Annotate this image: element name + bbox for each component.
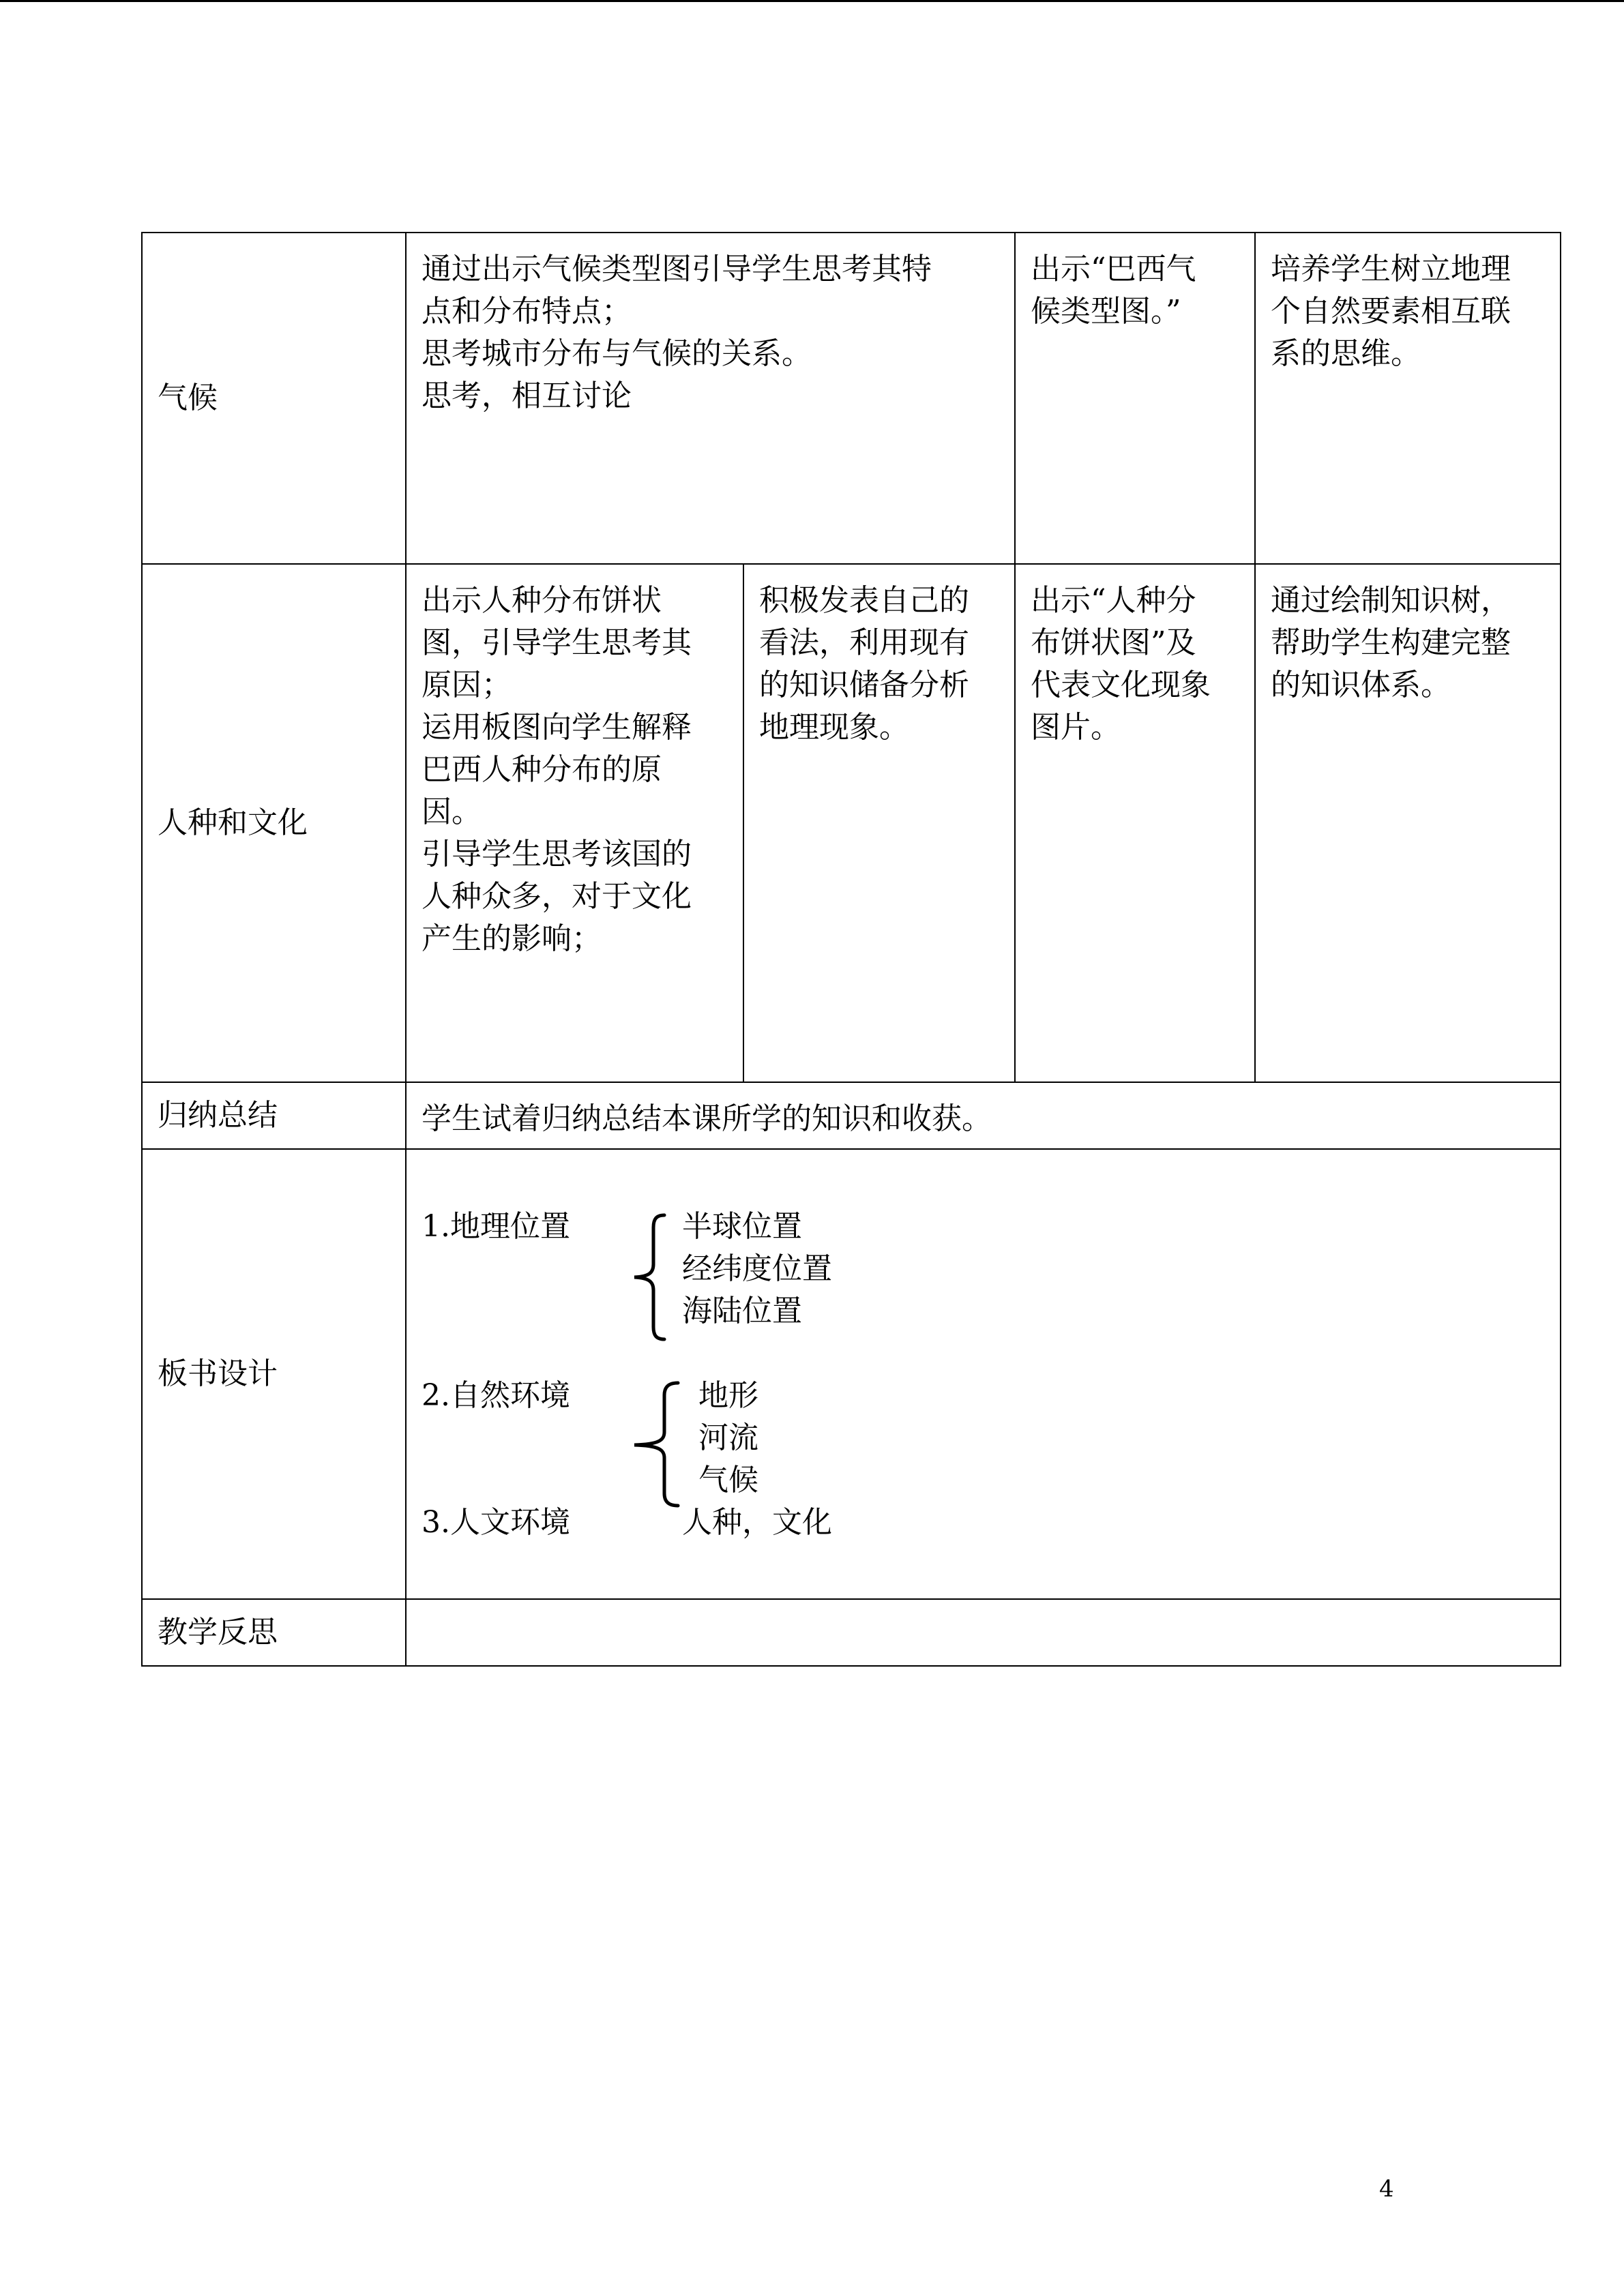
text-line: 出示“人种分: [1031, 583, 1196, 618]
race-media-cell: [1015, 564, 1255, 1082]
climate-intent-cell: [1255, 233, 1561, 564]
board-item: 海陆位置: [682, 1294, 802, 1328]
text-line: 通过绘制知识树，: [1271, 583, 1511, 618]
summary-row: [142, 1082, 1561, 1149]
text-line: 的知识储备分析: [759, 668, 969, 702]
board-item: 人种，文化: [682, 1505, 832, 1540]
left-brace-icon: [629, 1379, 683, 1508]
text-line: 思考城市分布与气候的关系。: [422, 336, 812, 371]
text-line: 积极发表自己的: [759, 583, 969, 618]
board-design-row: [142, 1149, 1561, 1599]
climate-row: [142, 233, 1561, 564]
left-brace-icon: [629, 1212, 670, 1342]
climate-activity-cell: [406, 233, 1015, 564]
race-student-cell: [743, 564, 1015, 1082]
text-line: 运用板图向学生解释: [422, 710, 692, 745]
board-group-title: 2.自然环境: [422, 1378, 570, 1413]
board-item: 河流: [698, 1420, 758, 1455]
text-line: 帮助学生构建完整: [1271, 625, 1511, 660]
board-item: 地形: [698, 1378, 758, 1413]
board-design-diagram: [407, 1150, 1560, 1598]
race-culture-label: 人种和文化: [142, 564, 406, 1082]
text-line: 人种众多，对于文化: [422, 879, 692, 914]
text-line: 的知识体系。: [1271, 668, 1451, 702]
text-line: 候类型图。”: [1031, 294, 1181, 329]
text-line: 图，引导学生思考其: [422, 625, 692, 660]
climate-label: 气候: [142, 233, 406, 564]
text-line: 地理现象。: [759, 710, 909, 745]
race-culture-row: [142, 564, 1561, 1082]
board-design-cell: [406, 1149, 1561, 1599]
board-group-title: 3.人文环境: [422, 1505, 570, 1540]
text-line: 产生的影响；: [422, 921, 602, 956]
reflection-content: [406, 1599, 1561, 1666]
board-item: 经纬度位置: [682, 1251, 832, 1286]
text-line: 因。: [422, 794, 482, 829]
board-design-label: 板书设计: [142, 1149, 406, 1599]
race-intent-cell: [1255, 564, 1561, 1082]
text-line: 出示“巴西气: [1031, 252, 1196, 286]
text-line: 出示人种分布饼状: [422, 583, 662, 618]
summary-content: 学生试着归纳总结本课所学的知识和收获。: [406, 1082, 1561, 1149]
text-line: 代表文化现象: [1031, 668, 1211, 702]
race-teacher-cell: [406, 564, 743, 1082]
text-line: 个自然要素相互联: [1271, 294, 1511, 329]
text-line: 原因；: [422, 668, 512, 702]
text-line: 图片。: [1031, 710, 1121, 745]
lesson-plan-table: [141, 232, 1561, 1667]
text-line: 培养学生树立地理: [1271, 252, 1511, 286]
board-group-title: 1.地理位置: [422, 1209, 570, 1244]
summary-label: 归纳总结: [142, 1082, 406, 1149]
page-number: 4: [1379, 2175, 1394, 2203]
board-item: 气候: [698, 1463, 758, 1497]
text-line: 布饼状图”及: [1031, 625, 1196, 660]
climate-media-cell: [1015, 233, 1255, 564]
text-line: 看法，利用现有: [759, 625, 969, 660]
reflection-label: 教学反思: [142, 1599, 406, 1666]
board-item: 半球位置: [682, 1209, 802, 1244]
text-line: 通过出示气候类型图引导学生思考其特: [422, 252, 932, 286]
text-line: 思考，相互讨论: [422, 378, 632, 413]
text-line: 引导学生思考该国的: [422, 837, 692, 871]
text-line: 系的思维。: [1271, 336, 1421, 371]
text-line: 巴西人种分布的原: [422, 752, 662, 787]
text-line: 点和分布特点；: [422, 294, 632, 329]
reflection-row: [142, 1599, 1561, 1666]
